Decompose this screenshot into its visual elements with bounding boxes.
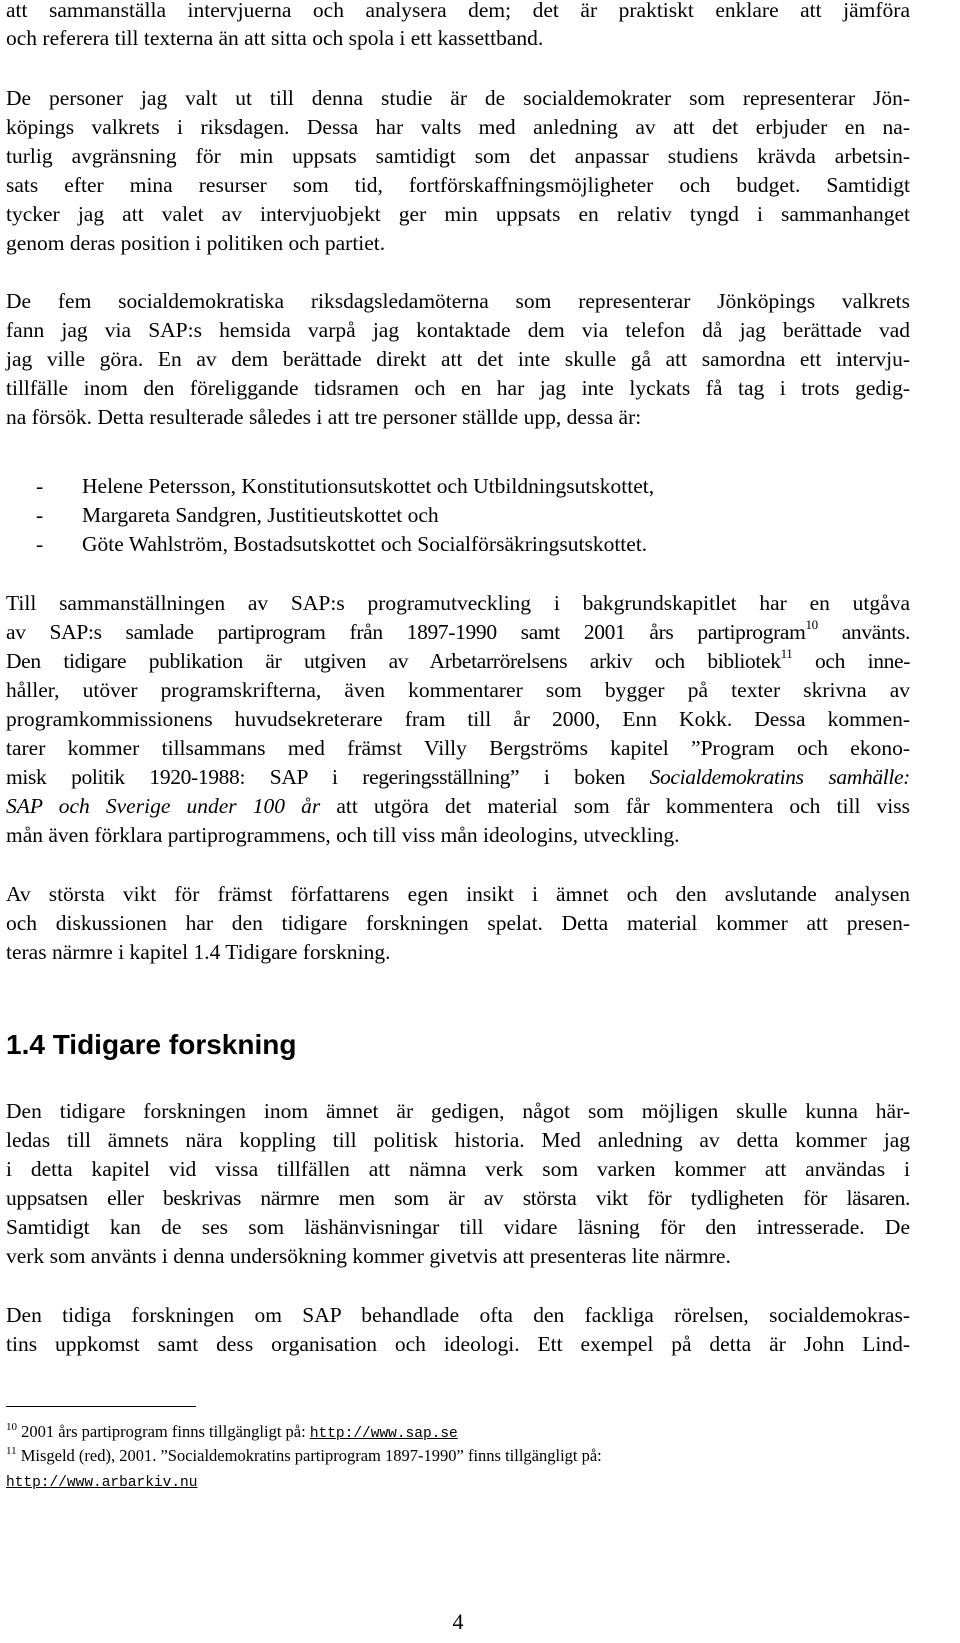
paragraph-line: håller, utöver programskrifterna, även kommentarer som bygger på texter skrivna av xyxy=(6,678,910,702)
paragraph-line: Till sammanställningen av SAP:s programutveckling i bakgrundskapitlet har en utgåva xyxy=(6,591,910,615)
list-bullet: - xyxy=(36,532,44,556)
paragraph-line: Den tidigare publikation är utgiven av Arbetarrörelsens arkiv och bibliotek$^{11}$ och inne- xyxy=(6,646,910,673)
paragraph-line: tins uppkomst samt dess organisation och ideologi. Ett exempel på detta är John Lind- xyxy=(6,1332,910,1356)
footnote-link[interactable]: http://www.arbarkiv.nu xyxy=(6,1475,198,1491)
list-item xyxy=(36,472,654,500)
paragraph-line: fann jag via SAP:s hemsida varpå jag kontaktade dem via telefon då jag berättade vad xyxy=(6,318,910,342)
paragraph-line: Samtidigt kan de ses som läshänvisningar till vidare läsning för den intresserade. De xyxy=(6,1215,910,1239)
list-item-text: Margareta Sandgren, Justitieutskottet och xyxy=(82,503,439,527)
paragraph-line: SAP och Sverige under 100 år att utgöra det material som får kommentera och till viss xyxy=(6,794,910,818)
paragraph-line: och referera till texterna än att sitta och spola i ett kassettband. xyxy=(6,26,544,50)
book-title: Socialdemokratins samhälle: xyxy=(649,765,910,789)
section-heading: 1.4 Tidigare forskning xyxy=(6,1029,297,1060)
paragraph-line: sats efter mina resurser som tid, fortförskaffningsmöjligheter och budget. Samtidigt xyxy=(6,173,910,197)
footnote-ref: 10 xyxy=(805,617,818,632)
list-bullet: - xyxy=(36,474,44,498)
footnote-link[interactable]: http://www.sap.se xyxy=(309,1426,458,1442)
paragraph-line: misk politik 1920-1988: SAP i regeringsställning” i boken Socialdemokratins samhälle: xyxy=(6,765,910,789)
paragraph-line: tarer kommer tillsammans med främst Villy Bergströms kapitel ”Program och ekono- xyxy=(6,736,910,760)
paragraph-line: tillfälle inom den föreliggande tidsramen och en har jag inte lyckats få tag i trots gedig- xyxy=(6,376,910,400)
paragraph-line: av SAP:s samlade partiprogram från 1897-1990 samt 2001 års partiprogram$^{10}$ använts. xyxy=(6,617,910,644)
footnote-ref: 11 xyxy=(780,646,793,661)
footnote-number: 11 xyxy=(6,1445,17,1457)
paragraph-line: ledas till ämnets nära koppling till politisk historia. Med anledning av detta kommer jag xyxy=(6,1128,910,1152)
paragraph-line: tycker jag att valet av intervjuobjekt ger min uppsats en relativ tyngd i sammanhanget xyxy=(6,202,910,226)
list-item xyxy=(36,501,439,529)
paragraph-line: jag ville göra. En av dem berättade direkt att det inte skulle gå att samordna ett intervju- xyxy=(6,347,910,371)
paragraph-line: verk som använts i denna undersökning kommer givetvis att presenteras lite närmre. xyxy=(6,1244,731,1268)
page-number: 4 xyxy=(452,1609,464,1634)
paragraph-line: teras närmre i kapitel 1.4 Tidigare forskning. xyxy=(6,940,391,964)
paragraph-line: i detta kapitel vid vissa tillfällen att nämna verk som varken kommer att användas i xyxy=(6,1157,910,1181)
footnote-10: $^{10}$ 2001 års partiprogram finns tillgängligt på: http://www.sap.se xyxy=(6,1421,458,1442)
paragraph-line: uppsatsen eller beskrivas närmre men som är av största vikt för tydligheten för läsaren. xyxy=(6,1186,910,1210)
paragraph-line: De fem socialdemokratiska riksdagsledamöterna som representerar Jönköpings valkrets xyxy=(6,289,910,313)
paragraph-line: Den tidiga forskningen om SAP behandlade ofta den fackliga rörelsen, socialdemokras- xyxy=(6,1303,910,1327)
list-item xyxy=(36,530,647,558)
paragraph-line: turlig avgränsning för min uppsats samtidigt som det anpassar studiens krävda arbetsin- xyxy=(6,144,910,168)
footnote-number: 10 xyxy=(6,1421,17,1433)
paragraph-line: mån även förklara partiprogrammens, och till viss mån ideologins, utveckling. xyxy=(6,823,680,847)
paragraph-line: Den tidigare forskningen inom ämnet är gedigen, något som möjligen skulle kunna här- xyxy=(6,1099,910,1123)
footnote-11-link-line xyxy=(6,1470,197,1494)
paragraph-line: och diskussionen har den tidigare forskningen spelat. Detta material kommer att presen- xyxy=(6,911,910,935)
paragraph-line: genom deras position i politiken och partiet. xyxy=(6,231,386,255)
paragraph-line: programkommissionens huvudsekreterare fram till år 2000, Enn Kokk. Dessa kommen- xyxy=(6,707,910,731)
paragraph-line: köpings valkrets i riksdagen. Dessa har valts med anledning av att det erbjuder en na- xyxy=(6,115,910,139)
footnote-separator xyxy=(6,1406,196,1407)
paragraph-line: na försök. Detta resulterade således i att tre personer ställde upp, dessa är: xyxy=(6,405,642,429)
list-item-text: Helene Petersson, Konstitutionsutskottet och Utbildningsutskottet, xyxy=(82,474,655,498)
list-item-text: Göte Wahlström, Bostadsutskottet och Socialförsäkringsutskottet. xyxy=(82,532,648,556)
list-bullet: - xyxy=(36,503,44,527)
book-title: SAP och Sverige under 100 år xyxy=(6,794,321,818)
paragraph-line: att sammanställa intervjuerna och analysera dem; det är praktiskt enklare att jämföra xyxy=(6,0,910,22)
paragraph-line: De personer jag valt ut till denna studie är de socialdemokrater som representerar Jön- xyxy=(6,86,910,110)
footnote-11: $^{11}$ Misgeld (red), 2001. ”Socialdemokratins partiprogram 1897-1990” finns tillgängligt på: xyxy=(6,1445,602,1465)
paragraph-line: Av största vikt för främst författarens egen insikt i ämnet och den avslutande analysen xyxy=(6,882,910,906)
